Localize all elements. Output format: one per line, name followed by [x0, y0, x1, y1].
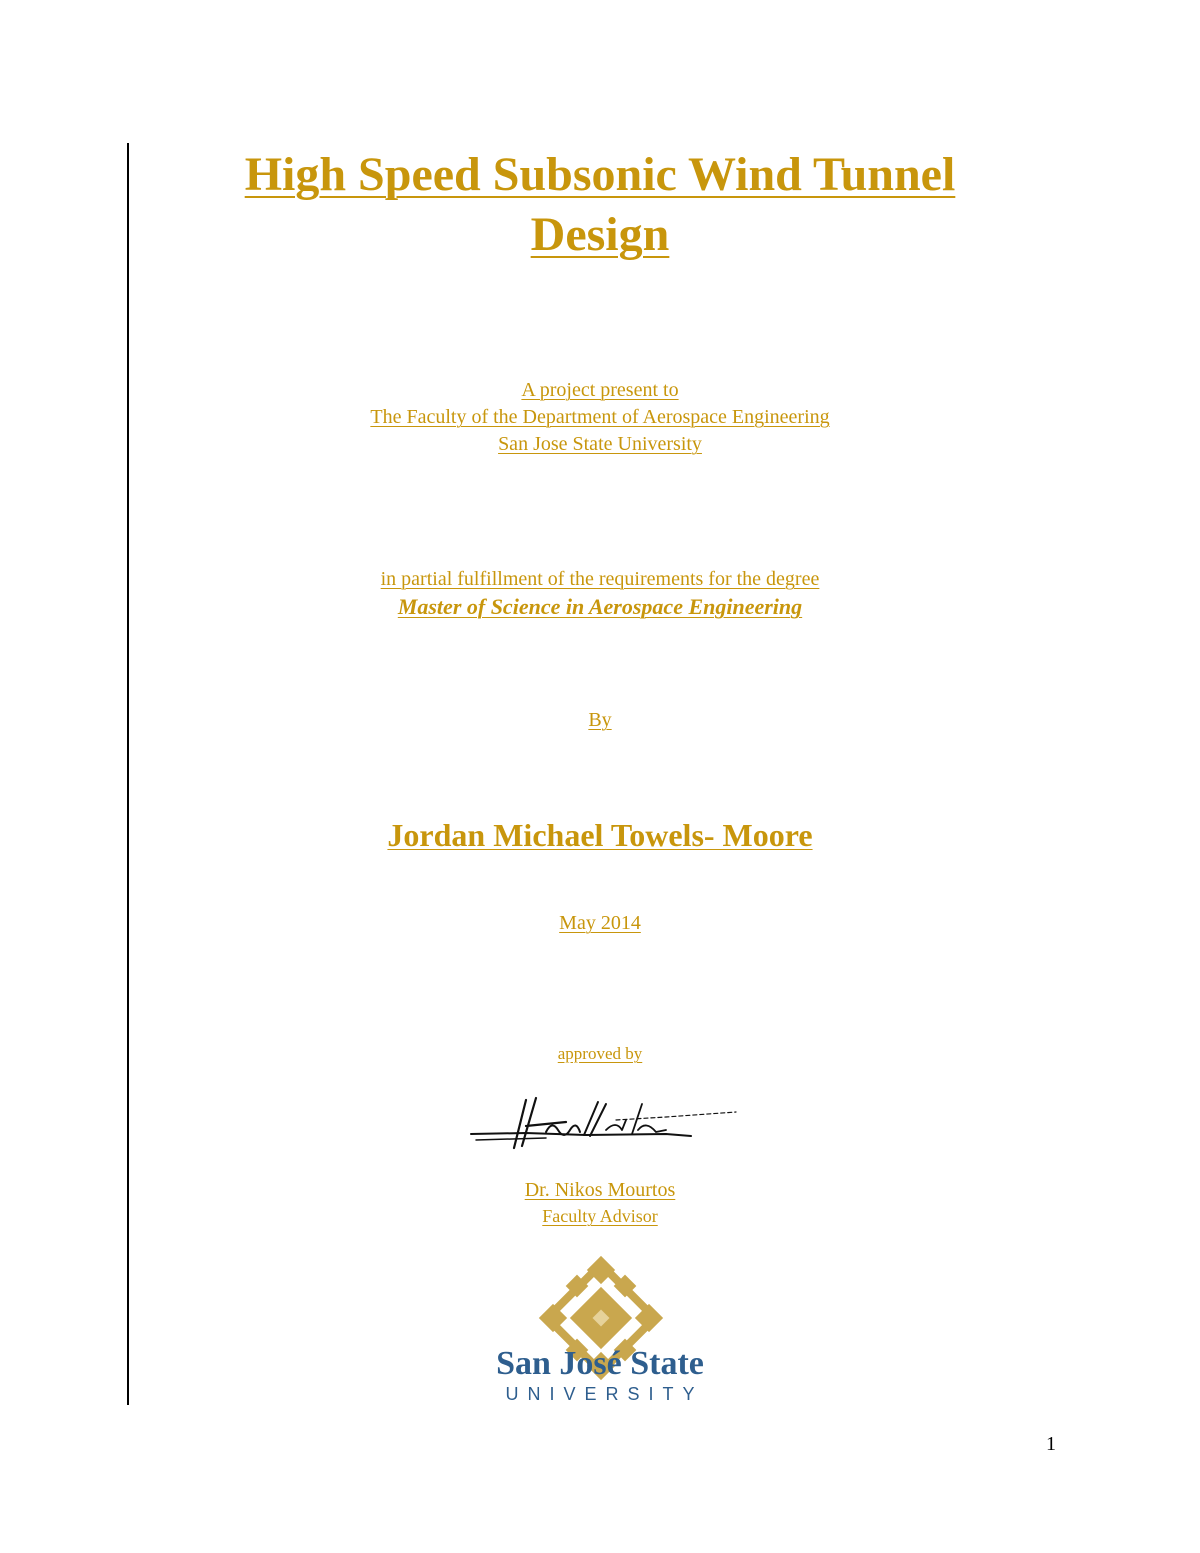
advisor-name: Dr. Nikos Mourtos [524, 1179, 676, 1201]
advisor-block [0, 1177, 1200, 1228]
author-text: Jordan Michael Towels- Moore [387, 817, 813, 853]
project-line-1: A project present to [521, 379, 679, 401]
by-label [0, 707, 1200, 734]
approved-by-text: approved by [557, 1044, 643, 1063]
title-line-1: High Speed Subsonic Wind Tunnel [244, 148, 956, 201]
approved-by-label [0, 1043, 1200, 1065]
fulfillment-statement [0, 566, 1200, 620]
date-text: May 2014 [559, 912, 641, 934]
document-title [0, 145, 1200, 265]
project-line-3: San Jose State University [498, 433, 702, 455]
project-line-2: The Faculty of the Department of Aerospace Engineering [370, 406, 830, 428]
author-name [0, 815, 1200, 855]
logo-text-san-jose-state: San José State [496, 1345, 704, 1382]
fulfillment-line: in partial fulfillment of the requirements for the degree [380, 568, 820, 590]
date-label [0, 910, 1200, 937]
logo-text-university: UNIVERSITY [505, 1384, 704, 1404]
signature-image [466, 1090, 738, 1162]
by-text: By [588, 709, 612, 731]
project-statement [0, 377, 1200, 458]
title-line-2: Design [530, 208, 670, 261]
advisor-role: Faculty Advisor [542, 1206, 658, 1226]
page-number: 1 [1046, 1433, 1056, 1455]
degree-name: Master of Science in Aerospace Engineering [397, 594, 803, 619]
